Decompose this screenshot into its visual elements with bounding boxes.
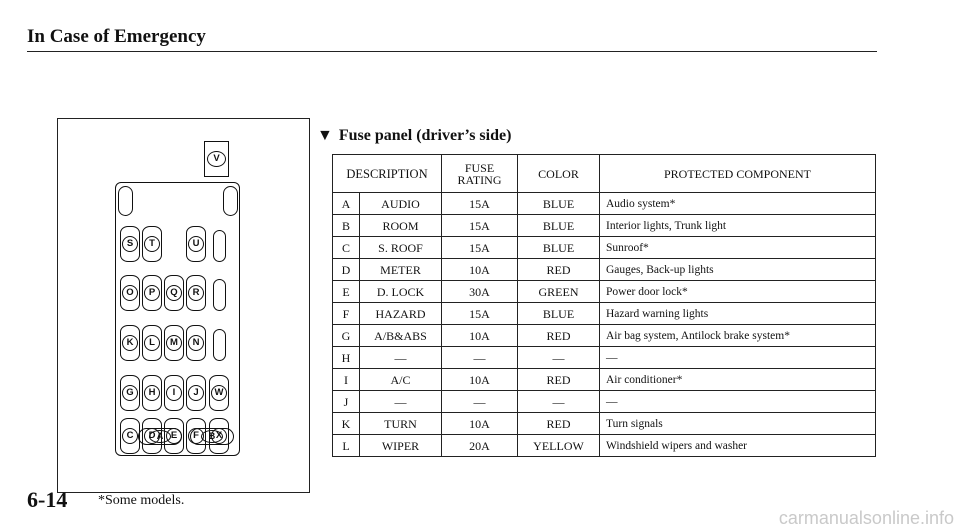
fuse-table bbox=[332, 154, 876, 457]
cell-letter: F bbox=[333, 303, 360, 325]
cell-component: Gauges, Back-up lights bbox=[600, 259, 876, 281]
cell-description: A/C bbox=[360, 369, 442, 391]
cell-color: — bbox=[518, 347, 600, 369]
cell-component: Power door lock* bbox=[600, 281, 876, 303]
fuse-u bbox=[186, 226, 206, 262]
fuse-label: B bbox=[201, 430, 223, 443]
page-number: 6-14 bbox=[27, 487, 68, 512]
fuse-t bbox=[142, 226, 162, 262]
fuse-w bbox=[209, 375, 229, 411]
cell-letter: A bbox=[333, 193, 360, 215]
header-description: DESCRIPTION bbox=[333, 155, 442, 193]
cell-color: BLUE bbox=[518, 193, 600, 215]
cell-letter: D bbox=[333, 259, 360, 281]
fuse-label: D bbox=[144, 428, 160, 444]
cell-letter: L bbox=[333, 435, 360, 457]
watermark: carmanualsonline.info bbox=[778, 508, 954, 528]
fuse-label: N bbox=[188, 335, 204, 351]
footnote: *Some models. bbox=[98, 493, 185, 508]
cell-component: Hazard warning lights bbox=[600, 303, 876, 325]
table-row bbox=[333, 325, 876, 347]
cell-letter: G bbox=[333, 325, 360, 347]
fuse-blank bbox=[213, 279, 226, 311]
cell-description: — bbox=[360, 391, 442, 413]
triangle-bullet-icon: ▼ bbox=[317, 127, 333, 144]
cell-rating: 30A bbox=[442, 281, 518, 303]
fuse-n bbox=[186, 325, 206, 361]
cell-color: RED bbox=[518, 369, 600, 391]
cell-rating: — bbox=[442, 347, 518, 369]
fuse-label: G bbox=[122, 385, 138, 401]
cell-color: RED bbox=[518, 259, 600, 281]
cell-description: A/B&ABS bbox=[360, 325, 442, 347]
cell-description: WIPER bbox=[360, 435, 442, 457]
table-row bbox=[333, 435, 876, 457]
fuse-v-housing bbox=[204, 141, 229, 177]
fuse-label: H bbox=[144, 385, 160, 401]
table-row bbox=[333, 347, 876, 369]
table-row bbox=[333, 237, 876, 259]
fuse-j bbox=[186, 375, 206, 411]
table-row bbox=[333, 259, 876, 281]
fuse-b bbox=[190, 428, 234, 445]
cell-description: ROOM bbox=[360, 215, 442, 237]
fuse-blank bbox=[223, 186, 238, 216]
cell-letter: C bbox=[333, 237, 360, 259]
fuse-label: A bbox=[149, 430, 171, 443]
cell-component: Audio system* bbox=[600, 193, 876, 215]
cell-rating: 10A bbox=[442, 259, 518, 281]
fuse-g bbox=[120, 375, 140, 411]
cell-component: — bbox=[600, 347, 876, 369]
cell-component: Turn signals bbox=[600, 413, 876, 435]
cell-color: GREEN bbox=[518, 281, 600, 303]
fuse-o bbox=[120, 275, 140, 311]
fuse-k bbox=[120, 325, 140, 361]
fuse-label: K bbox=[122, 335, 138, 351]
fuse-s bbox=[120, 226, 140, 262]
header-color: COLOR bbox=[518, 155, 600, 193]
header-rule bbox=[27, 51, 877, 52]
table-row bbox=[333, 391, 876, 413]
fuse-label: P bbox=[144, 285, 160, 301]
fuse-label: Q bbox=[166, 285, 182, 301]
cell-description: D. LOCK bbox=[360, 281, 442, 303]
fuse-label: C bbox=[122, 428, 138, 444]
fuse-label: X bbox=[211, 428, 227, 444]
fuse-label: R bbox=[188, 285, 204, 301]
cell-letter: H bbox=[333, 347, 360, 369]
cell-rating: 10A bbox=[442, 325, 518, 347]
cell-rating: 10A bbox=[442, 413, 518, 435]
fuse-p bbox=[142, 275, 162, 311]
cell-component: Sunroof* bbox=[600, 237, 876, 259]
fuse-blank bbox=[213, 329, 226, 361]
table-row bbox=[333, 281, 876, 303]
table-row bbox=[333, 193, 876, 215]
cell-color: BLUE bbox=[518, 215, 600, 237]
fuse-c bbox=[120, 418, 140, 454]
fuse-label: J bbox=[188, 385, 204, 401]
cell-component: Windshield wipers and washer bbox=[600, 435, 876, 457]
cell-description: METER bbox=[360, 259, 442, 281]
table-row bbox=[333, 413, 876, 435]
table-title-text: Fuse panel (driver’s side) bbox=[338, 127, 512, 144]
cell-color: BLUE bbox=[518, 237, 600, 259]
fuse-label: W bbox=[211, 385, 227, 401]
fuse-i bbox=[164, 375, 184, 411]
cell-color: — bbox=[518, 391, 600, 413]
cell-letter: I bbox=[333, 369, 360, 391]
cell-component: Air bag system, Antilock brake system* bbox=[600, 325, 876, 347]
table-row bbox=[333, 215, 876, 237]
cell-letter: E bbox=[333, 281, 360, 303]
fuse-m bbox=[164, 325, 184, 361]
table-title bbox=[317, 127, 511, 145]
fuse-blank bbox=[118, 186, 133, 216]
fuse-panel-outline bbox=[115, 182, 240, 456]
table-row bbox=[333, 303, 876, 325]
cell-rating: 15A bbox=[442, 215, 518, 237]
fuse-label: U bbox=[188, 236, 204, 252]
cell-letter: B bbox=[333, 215, 360, 237]
fuse-label: M bbox=[166, 335, 182, 351]
cell-description: TURN bbox=[360, 413, 442, 435]
fuse-r bbox=[186, 275, 206, 311]
cell-color: RED bbox=[518, 413, 600, 435]
fuse-a bbox=[138, 428, 182, 445]
fuse-table-header-row bbox=[333, 155, 876, 193]
fuse-l bbox=[142, 325, 162, 361]
fuse-blank bbox=[213, 230, 226, 262]
header-protected-component: PROTECTED COMPONENT bbox=[600, 155, 876, 193]
cell-rating: 10A bbox=[442, 369, 518, 391]
cell-component: — bbox=[600, 391, 876, 413]
fuse-label: T bbox=[144, 236, 160, 252]
cell-rating: 15A bbox=[442, 237, 518, 259]
cell-rating: 15A bbox=[442, 303, 518, 325]
cell-component: Interior lights, Trunk light bbox=[600, 215, 876, 237]
cell-rating: 15A bbox=[442, 193, 518, 215]
fuse-h bbox=[142, 375, 162, 411]
cell-rating: 20A bbox=[442, 435, 518, 457]
fuse-q bbox=[164, 275, 184, 311]
fuse-label: I bbox=[166, 385, 182, 401]
fuse-label: F bbox=[188, 428, 204, 444]
fuse-label: E bbox=[166, 428, 182, 444]
cell-description: — bbox=[360, 347, 442, 369]
header-fuse-rating: FUSE RATING bbox=[442, 155, 518, 193]
fuse-label: O bbox=[122, 285, 138, 301]
fuse-label: L bbox=[144, 335, 160, 351]
cell-description: S. ROOF bbox=[360, 237, 442, 259]
table-row bbox=[333, 369, 876, 391]
section-header: In Case of Emergency bbox=[27, 26, 206, 47]
cell-rating: — bbox=[442, 391, 518, 413]
cell-letter: K bbox=[333, 413, 360, 435]
cell-description: AUDIO bbox=[360, 193, 442, 215]
fuse-label: S bbox=[122, 236, 138, 252]
cell-color: RED bbox=[518, 325, 600, 347]
cell-color: BLUE bbox=[518, 303, 600, 325]
fuse-v-label: V bbox=[207, 151, 226, 167]
cell-letter: J bbox=[333, 391, 360, 413]
cell-description: HAZARD bbox=[360, 303, 442, 325]
cell-color: YELLOW bbox=[518, 435, 600, 457]
cell-component: Air conditioner* bbox=[600, 369, 876, 391]
fuse-table-body bbox=[333, 193, 876, 457]
